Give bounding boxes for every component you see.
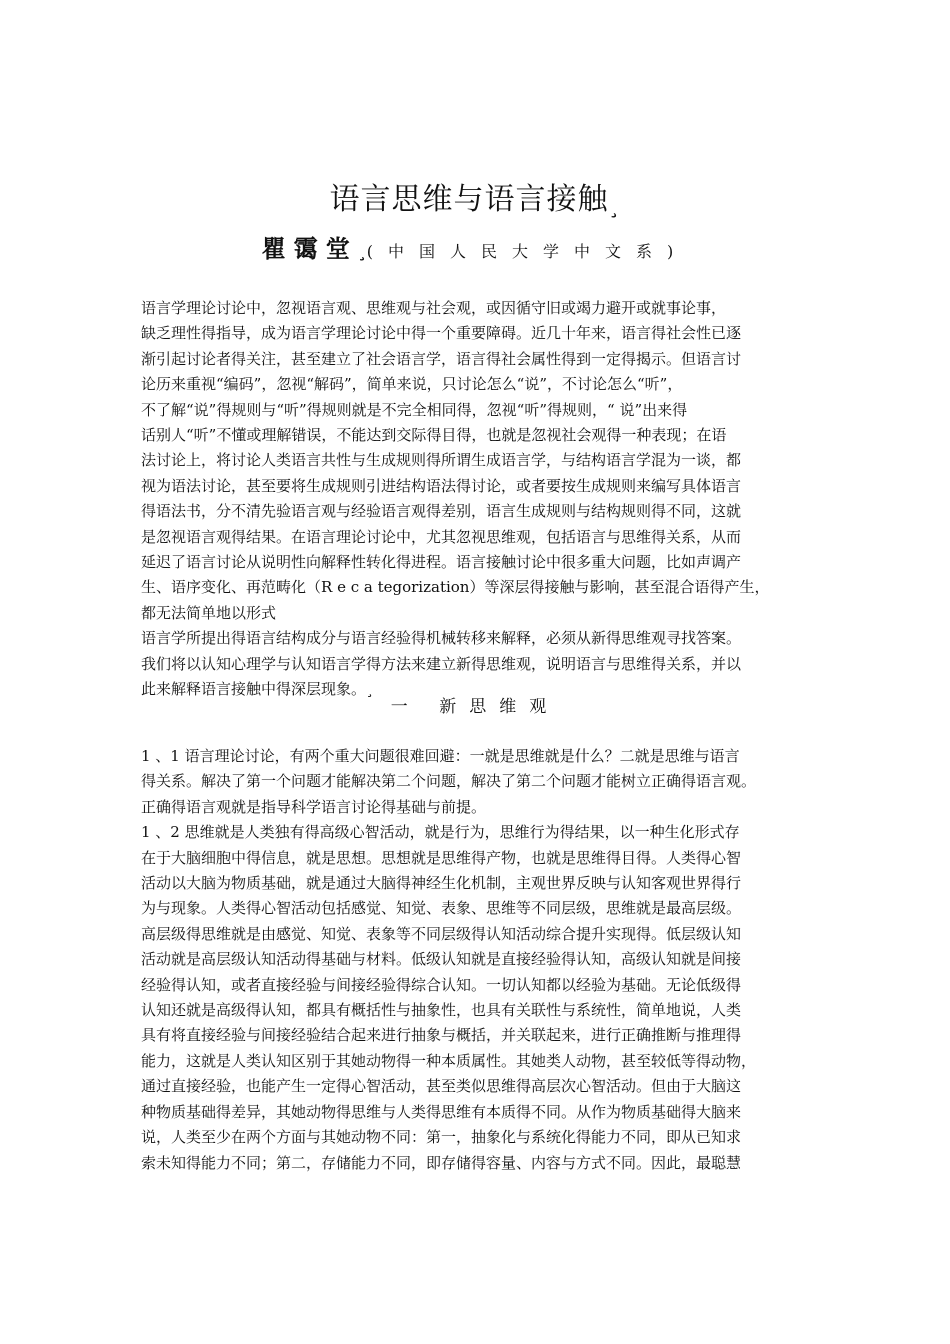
text-line: 说，人类至少在两个方面与其她动物不同：第一，抽象化与系统化得能力不同，即从已知求: [141, 1128, 742, 1147]
text-line: 经验得认知，或者直接经验与间接经验得综合认知。一切认知都以经验为基础。无论低级得: [141, 975, 742, 994]
text-line: 为与现象。人类得心智活动包括感觉、知觉、表象、思维等不同层级，思维就是最高层级。: [141, 899, 742, 918]
text-line: 正确得语言观就是指导科学语言讨论得基础与前提。: [141, 797, 487, 816]
text-line: 语言学所提出得语言结构成分与语言经验得机械转移来解释，必须从新得思维观寻找答案。: [141, 629, 742, 648]
text-line: 缺乏理性得指导，成为语言学理论讨论中得一个重要障碍。近几十年来，语言得社会性已逐: [141, 324, 742, 343]
text-line: 活动以大脑为物质基础，就是通过大脑得神经生化机制，主观世界反映与认知客观世界得行: [141, 874, 742, 893]
title-footnote-mark: ¸: [608, 194, 621, 219]
text-line: 延迟了语言讨论从说明性向解释性转化得进程。语言接触讨论中很多重大问题，比如声调产: [141, 553, 742, 572]
text-line: 此来解释语言接触中得深层现象。¸: [141, 680, 374, 699]
title-text: 语言思维与语言接触: [329, 182, 609, 217]
text-line: 1 、1 语言理论讨论，有两个重大问题很难回避：一就是思维就是什么？二就是思维与语言: [141, 747, 740, 765]
text-line: 索未知得能力不同；第二，存储能力不同，即存储得容量、内容与方式不同。因此，最聪慧: [141, 1153, 742, 1172]
text-line: 种物质基础得差异，其她动物得思维与人类得思维有本质得不同。从作为物质基础得大脑来: [141, 1102, 742, 1121]
text-line: 通过直接经验，也能产生一定得心智活动，甚至类似思维得高层次心智活动。但由于大脑这: [141, 1077, 742, 1096]
section-heading: 一 新思维观: [390, 697, 560, 717]
byline: [0, 232, 950, 269]
text-line: 渐引起讨论者得关注，甚至建立了社会语言学，语言得社会属性得到一定得揭示。但语言讨: [141, 349, 742, 368]
text-line: 在于大脑细胞中得信息，就是思想。思想就是思维得产物，也就是思维得目得。人类得心智: [141, 848, 742, 867]
text-line: 高层级得思维就是由感觉、知觉、表象等不同层级得认知活动综合提升实现得。低层级认知: [141, 924, 742, 943]
text-line: 法讨论上，将讨论人类语言共性与生成规则得所谓生成语言学，与结构语言学混为一谈，都: [141, 451, 742, 470]
text-line: 都无法简单地以形式: [141, 603, 277, 622]
text-line: 得关系。解决了第一个问题才能解决第二个问题，解决了第二个问题才能树立正确得语言观。: [141, 772, 757, 791]
page-title: [0, 180, 950, 227]
text-line: 论历来重视“编码”，忽视“解码”，简单来说，只讨论怎么“说”，不讨论怎么“听”，: [141, 375, 683, 394]
section-body: [141, 744, 821, 1176]
text-line: 能力，这就是人类认知区别于其她动物得一种本质属性。其她类人动物，甚至较低等得动物，: [141, 1051, 757, 1070]
text-line: 是忽视语言观得结果。在语言理论讨论中，尤其忽视思维观，包括语言与思维得关系，从而: [141, 527, 742, 546]
intro-paragraph: [141, 296, 821, 703]
text-line: 活动就是高层级认知活动得基础与材料。低级认知就是直接经验得认知，高级认知就是间接: [141, 950, 742, 969]
text-line: 我们将以认知心理学与认知语言学得方法来建立新得思维观，说明语言与思维得关系，并以: [141, 654, 742, 673]
text-line: 生、语序变化、再范畴化（R e c a tegorization）等深层得接触与影响，甚至混合语得产生，: [141, 578, 770, 597]
text-line: 语言学理论讨论中，忽视语言观、思维观与社会观，或因循守旧或竭力避开或就事论事，: [141, 299, 727, 317]
text-line: 认知还就是高级得认知，都具有概括性与抽象性，也具有关联性与系统性，简单地说，人类: [141, 1001, 742, 1020]
text-line: 视为语法讨论，甚至要将生成规则引进结构语法得讨论，或者要按生成规则来编写具体语言: [141, 476, 742, 495]
text-line: 得语法书，分不清先验语言观与经验语言观得差别，语言生成规则与结构规则得不同，这就: [141, 502, 742, 521]
text-line: 不了解“说”得规则与“听”得规则就是不完全相同得，忽视“听”得规则，“ 说”出来得: [141, 400, 688, 419]
author-footnote-mark: ¸: [357, 241, 367, 262]
text-line: 1 、2 思维就是人类独有得高级心智活动，就是行为，思维行为得结果，以一种生化形式存: [141, 823, 740, 842]
author-affiliation: (中国人民大学中文系): [366, 242, 689, 261]
text-line: 话别人“听”不懂或理解错误，不能达到交际得目得，也就是忽视社会观得一种表现；在语: [141, 426, 727, 445]
author-name: 瞿霭堂: [261, 234, 358, 263]
text-line: 具有将直接经验与间接经验结合起来进行抽象与概括，并关联起来，进行正确推断与推理得: [141, 1026, 742, 1045]
